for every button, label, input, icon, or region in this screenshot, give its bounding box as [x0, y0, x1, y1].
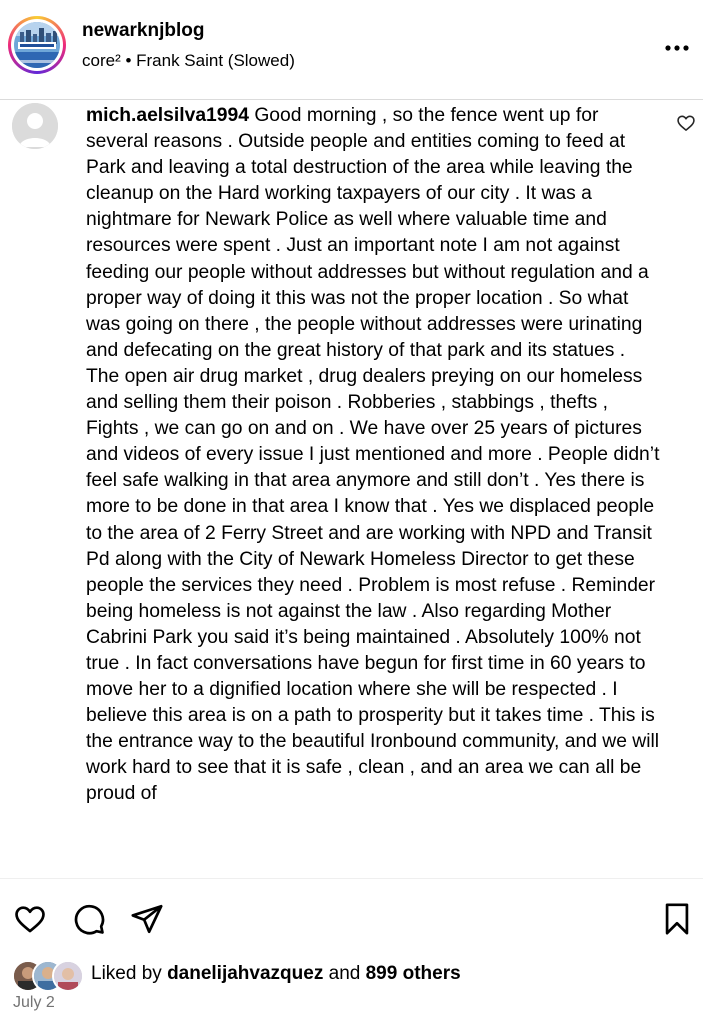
- header-divider: [0, 99, 703, 100]
- audio-track[interactable]: core² • Frank Saint (Slowed): [82, 51, 295, 70]
- account-avatar[interactable]: [8, 16, 66, 74]
- post-header: [0, 0, 703, 96]
- likes-joiner: and: [328, 963, 361, 984]
- comment-bubble-icon[interactable]: [72, 902, 106, 936]
- likes-user[interactable]: danelijahvazquez: [167, 963, 324, 984]
- account-username[interactable]: newarknjblog: [82, 20, 205, 41]
- likes-others[interactable]: 899 others: [365, 963, 461, 984]
- liker-avatars[interactable]: [12, 960, 92, 990]
- comment-like-heart-icon[interactable]: [676, 113, 698, 135]
- comment-text: Good morning , so the fence went up for several reasons . Outside people and entities coming to feed at Park and leaving a total destruction of the area while leaving the cleanup on the Hard working taxpayers of our city . It was a nightmare for Newark Police as well where valuable time and resources were spent . Just an important note I am not against feeding our people without addresses but without regulation and a proper way of doing it this was not the proper location . So what was going on there , the people without addresses were urinating and defecating on the great history of that park and its statues . The open air drug market , drug dealers preying on our homeless and selling them their poison . Robberies , stabbings , thefts , Fights , we can go on and on . We have over 25 years of pictures and videos of every issue I just mentioned and more . People didn’t feel safe walking in that area anymore and still don’t . Yes there is more to be done in that area I know that . Yes we displaced people to the area of 2 Ferry Street and are working with NPD and Transit Pd along with the City of Newark Homeless Director to get these people the services they need . Problem is most refuse . Reminder being homeless is not against the law . Also regarding Mother Cabrini Park you said it’s being maintained . Absolutely 100% not true . In fact conversations have begun for first time in 60 years to move her to a dignified location where she will be respected . I believe this area is on a path to prosperity but it takes time . This is the entrance way to the beautiful Ironbound community, and we will work hard to see that it is safe , clean , and an area we can all be proud of: [86, 105, 660, 805]
- bookmark-icon[interactable]: [662, 902, 692, 936]
- more-icon[interactable]: [665, 28, 689, 59]
- comment-username[interactable]: mich.aelsilva1994: [86, 105, 249, 126]
- post-date: July 2: [13, 994, 55, 1011]
- likes-prefix: Liked by: [91, 963, 162, 984]
- actions-divider: [0, 878, 703, 879]
- paper-plane-icon[interactable]: [130, 902, 164, 936]
- commenter-avatar[interactable]: [12, 103, 58, 149]
- heart-icon[interactable]: [12, 902, 48, 936]
- likes-summary: [91, 963, 461, 985]
- comment-body: [86, 103, 661, 808]
- liker-avatar: [52, 960, 84, 992]
